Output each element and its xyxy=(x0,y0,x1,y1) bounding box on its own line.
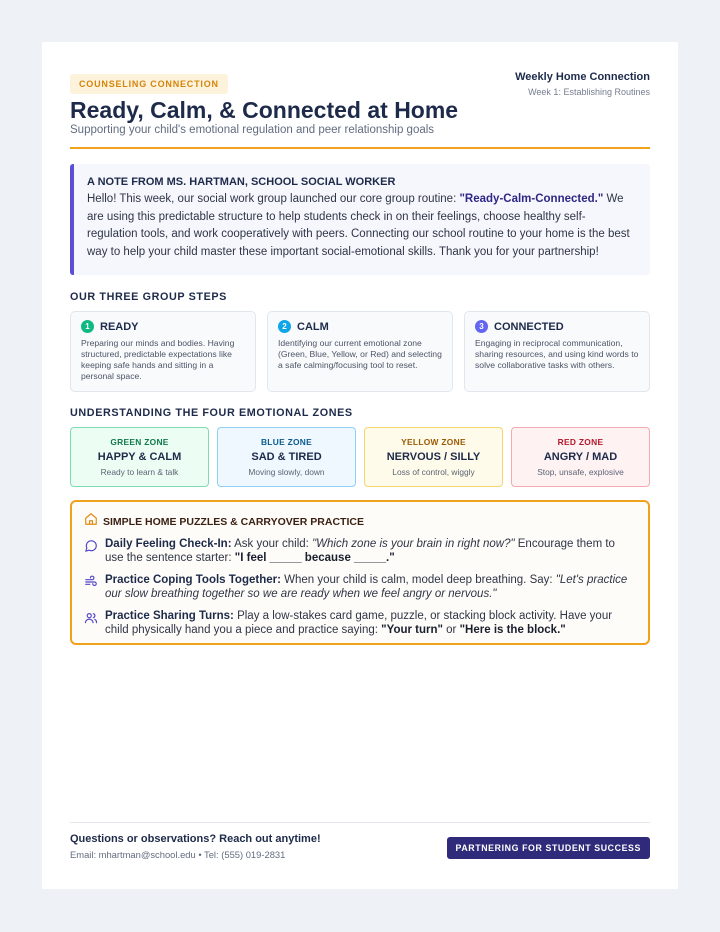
section-tag: COUNSELING CONNECTION xyxy=(70,74,228,94)
zones-row xyxy=(70,427,650,487)
step-description: Identifying our current emotional zone (Green, Blue, Yellow, or Red) and selecting a safe calming/focusing tool to reset. xyxy=(278,338,442,370)
step-description: Engaging in reciprocal communication, sharing resources, and using kind words to solve collaborative tasks with others. xyxy=(475,338,639,370)
zone-feeling: ANGRY / MAD xyxy=(543,451,618,463)
zone-card-blue xyxy=(217,427,356,487)
header-meta xyxy=(515,71,650,97)
step-number: 2 xyxy=(278,320,291,333)
steps-row xyxy=(70,311,650,392)
home-icon xyxy=(84,512,98,531)
zone-description: Ready to learn & talk xyxy=(100,467,179,477)
step-card-calm xyxy=(267,311,453,392)
zone-description: Stop, unsafe, explosive xyxy=(537,467,624,477)
week-label: Week 1: Establishing Routines xyxy=(528,87,650,97)
zone-description: Moving slowly, down xyxy=(248,467,325,477)
step-description: Preparing our minds and bodies. Having structured, predictable expectations like keeping safe hands and sitting in a personal space. xyxy=(81,338,235,381)
footer-question: Questions or observations? Reach out anytime! xyxy=(70,833,321,845)
zone-feeling: SAD & TIRED xyxy=(251,451,322,463)
zone-feeling: NERVOUS / SILLY xyxy=(386,451,481,463)
home-practice-box xyxy=(70,500,650,645)
footer-contact: Email: mhartman@school.edu • Tel: (555) 019-2831 xyxy=(70,849,286,860)
newsletter-name: Weekly Home Connection xyxy=(515,71,650,83)
routine-name: "Ready-Calm-Connected." xyxy=(459,193,604,205)
steps-heading: OUR THREE GROUP STEPS xyxy=(70,291,227,303)
note-text: Hello! This week, our social work group launched our core group routine: "Ready-Calm-Connected." We are using this predictable structure to help students check in on their feelings, choose healthy self-regulation tools, and work cooperatively with peers. Connecting our school routine to your home is the best way to help your child master these important social-emotional skills. Thank you for your partnership! xyxy=(87,193,630,258)
page-subtitle: Supporting your child's emotional regulation and peer relationship goals xyxy=(70,124,435,136)
tip-coping-tools xyxy=(84,573,636,601)
newsletter-page xyxy=(42,42,678,889)
tip-sharing-turns xyxy=(84,609,636,637)
zone-card-yellow xyxy=(364,427,503,487)
header-divider xyxy=(70,147,650,149)
footer-divider xyxy=(70,822,650,823)
tip-feeling-check-in xyxy=(84,537,636,565)
zone-card-red xyxy=(511,427,650,487)
speech-bubble-icon xyxy=(84,539,98,565)
step-name: READY xyxy=(100,320,139,333)
zone-name: BLUE ZONE xyxy=(260,437,313,447)
zone-name: GREEN ZONE xyxy=(110,437,169,447)
tip-text: Practice Coping Tools Together: When your child is calm, model deep breathing. Say: "Let's practice our slow breathing together so we are ready when we feel angry or nervous." xyxy=(105,574,628,600)
wind-icon xyxy=(84,575,98,601)
zone-name: RED ZONE xyxy=(557,437,604,447)
zones-heading: UNDERSTANDING THE FOUR EMOTIONAL ZONES xyxy=(70,407,353,419)
step-name: CONNECTED xyxy=(494,320,564,333)
home-practice-title: SIMPLE HOME PUZZLES & CARRYOVER PRACTICE xyxy=(103,515,364,528)
step-card-ready xyxy=(70,311,256,392)
tip-text: Daily Feeling Check-In: Ask your child: "Which zone is your brain in right now?" Encourage them to use the sentence starter: "I feel _____ because _____." xyxy=(105,538,615,564)
step-name: CALM xyxy=(297,320,329,333)
note-box xyxy=(70,164,650,275)
page-title: Ready, Calm, & Connected at Home xyxy=(70,97,459,123)
tip-text: Practice Sharing Turns: Play a low-stakes card game, puzzle, or stacking block activity. Have your child physically hand you a piece and practice saying: "Your turn" or "Here is the block." xyxy=(105,610,613,636)
zone-card-green xyxy=(70,427,209,487)
step-number: 3 xyxy=(475,320,488,333)
note-title: A NOTE FROM MS. HARTMAN, SCHOOL SOCIAL WORKER xyxy=(87,176,396,188)
users-icon xyxy=(84,611,98,637)
zone-name: YELLOW ZONE xyxy=(401,437,466,447)
step-card-connected xyxy=(464,311,650,392)
zone-description: Loss of control, wiggly xyxy=(392,467,475,477)
step-number: 1 xyxy=(81,320,94,333)
partnering-badge: PARTNERING FOR STUDENT SUCCESS xyxy=(447,837,650,859)
zone-feeling: HAPPY & CALM xyxy=(97,451,182,463)
